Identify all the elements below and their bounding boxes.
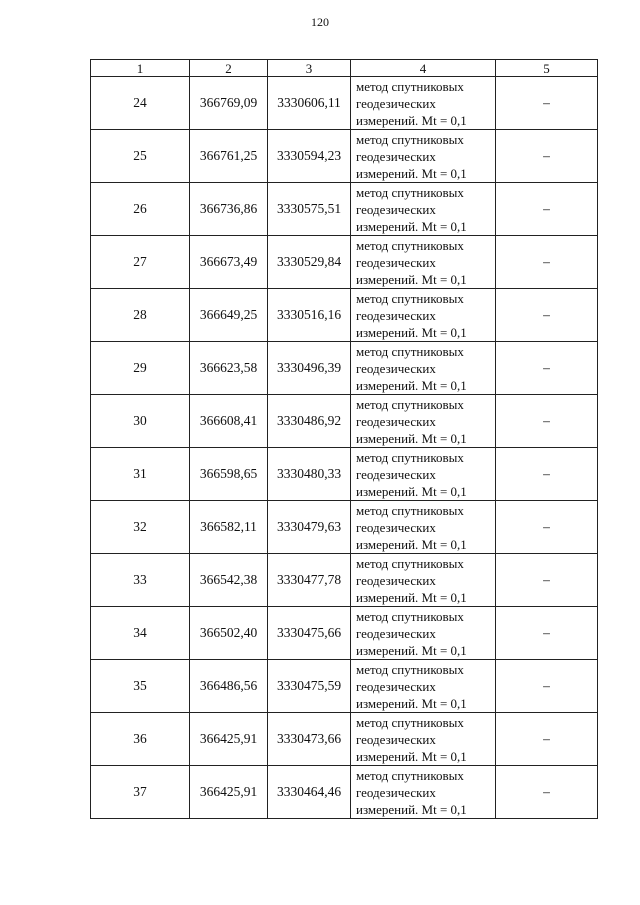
note-cell: – xyxy=(496,607,598,660)
column-header-2: 2 xyxy=(190,60,268,77)
point-number-cell: 32 xyxy=(91,501,190,554)
y-coordinate-cell: 3330516,16 xyxy=(268,289,351,342)
method-line: геодезических xyxy=(356,572,436,588)
note-cell: – xyxy=(496,713,598,766)
table-row xyxy=(91,236,598,289)
method-line: геодезических xyxy=(356,201,436,217)
point-number-cell: 29 xyxy=(91,342,190,395)
column-header-5: 5 xyxy=(496,60,598,77)
method-line: метод спутниковых xyxy=(356,608,464,624)
x-coordinate-cell: 366425,91 xyxy=(190,766,268,819)
note-cell: – xyxy=(496,77,598,130)
method-line: метод спутниковых xyxy=(356,396,464,412)
method-line: метод спутниковых xyxy=(356,661,464,677)
method-line: геодезических xyxy=(356,307,436,323)
x-coordinate-cell: 366608,41 xyxy=(190,395,268,448)
point-number-cell: 26 xyxy=(91,183,190,236)
method-cell xyxy=(351,713,496,766)
point-number-cell: 28 xyxy=(91,289,190,342)
table-row xyxy=(91,660,598,713)
x-coordinate-cell: 366761,25 xyxy=(190,130,268,183)
point-number-cell: 34 xyxy=(91,607,190,660)
method-cell xyxy=(351,183,496,236)
method-line: измерений. Mt = 0,1 xyxy=(356,324,467,340)
y-coordinate-cell: 3330475,59 xyxy=(268,660,351,713)
method-line: измерений. Mt = 0,1 xyxy=(356,589,467,605)
method-line: измерений. Mt = 0,1 xyxy=(356,271,467,287)
method-line: метод спутниковых xyxy=(356,184,464,200)
note-cell: – xyxy=(496,554,598,607)
y-coordinate-cell: 3330529,84 xyxy=(268,236,351,289)
table-row xyxy=(91,289,598,342)
point-number-cell: 36 xyxy=(91,713,190,766)
point-number-cell: 24 xyxy=(91,77,190,130)
table-row xyxy=(91,713,598,766)
point-number-cell: 31 xyxy=(91,448,190,501)
method-cell xyxy=(351,660,496,713)
method-line: геодезических xyxy=(356,519,436,535)
table-header-row xyxy=(91,60,598,77)
x-coordinate-cell: 366542,38 xyxy=(190,554,268,607)
column-header-4: 4 xyxy=(351,60,496,77)
method-line: геодезических xyxy=(356,466,436,482)
note-cell: – xyxy=(496,501,598,554)
x-coordinate-cell: 366486,56 xyxy=(190,660,268,713)
method-line: метод спутниковых xyxy=(356,343,464,359)
method-cell xyxy=(351,607,496,660)
table-row xyxy=(91,77,598,130)
method-line: геодезических xyxy=(356,95,436,111)
y-coordinate-cell: 3330486,92 xyxy=(268,395,351,448)
table-row xyxy=(91,183,598,236)
point-number-cell: 35 xyxy=(91,660,190,713)
method-line: геодезических xyxy=(356,148,436,164)
method-line: измерений. Mt = 0,1 xyxy=(356,642,467,658)
method-line: метод спутниковых xyxy=(356,502,464,518)
method-line: метод спутниковых xyxy=(356,78,464,94)
table-row xyxy=(91,395,598,448)
table-row xyxy=(91,766,598,819)
method-line: метод спутниковых xyxy=(356,714,464,730)
method-cell xyxy=(351,501,496,554)
method-line: геодезических xyxy=(356,413,436,429)
method-line: измерений. Mt = 0,1 xyxy=(356,483,467,499)
method-line: измерений. Mt = 0,1 xyxy=(356,536,467,552)
method-line: измерений. Mt = 0,1 xyxy=(356,801,467,817)
note-cell: – xyxy=(496,766,598,819)
y-coordinate-cell: 3330464,46 xyxy=(268,766,351,819)
method-cell xyxy=(351,395,496,448)
note-cell: – xyxy=(496,448,598,501)
method-cell xyxy=(351,448,496,501)
table-row xyxy=(91,448,598,501)
x-coordinate-cell: 366502,40 xyxy=(190,607,268,660)
x-coordinate-cell: 366425,91 xyxy=(190,713,268,766)
method-cell xyxy=(351,342,496,395)
x-coordinate-cell: 366736,86 xyxy=(190,183,268,236)
x-coordinate-cell: 366582,11 xyxy=(190,501,268,554)
y-coordinate-cell: 3330594,23 xyxy=(268,130,351,183)
y-coordinate-cell: 3330480,33 xyxy=(268,448,351,501)
column-header-1: 1 xyxy=(91,60,190,77)
method-line: геодезических xyxy=(356,678,436,694)
method-line: метод спутниковых xyxy=(356,237,464,253)
point-number-cell: 37 xyxy=(91,766,190,819)
x-coordinate-cell: 366649,25 xyxy=(190,289,268,342)
method-cell xyxy=(351,766,496,819)
method-line: метод спутниковых xyxy=(356,131,464,147)
x-coordinate-cell: 366623,58 xyxy=(190,342,268,395)
y-coordinate-cell: 3330473,66 xyxy=(268,713,351,766)
page-number: 120 xyxy=(311,15,329,29)
point-number-cell: 27 xyxy=(91,236,190,289)
table-row xyxy=(91,554,598,607)
method-line: геодезических xyxy=(356,360,436,376)
note-cell: – xyxy=(496,236,598,289)
method-line: измерений. Mt = 0,1 xyxy=(356,430,467,446)
table-row xyxy=(91,501,598,554)
table-row xyxy=(91,130,598,183)
y-coordinate-cell: 3330479,63 xyxy=(268,501,351,554)
note-cell: – xyxy=(496,342,598,395)
y-coordinate-cell: 3330606,11 xyxy=(268,77,351,130)
point-number-cell: 33 xyxy=(91,554,190,607)
y-coordinate-cell: 3330496,39 xyxy=(268,342,351,395)
x-coordinate-cell: 366769,09 xyxy=(190,77,268,130)
method-line: измерений. Mt = 0,1 xyxy=(356,695,467,711)
method-line: метод спутниковых xyxy=(356,290,464,306)
method-line: метод спутниковых xyxy=(356,449,464,465)
method-cell xyxy=(351,554,496,607)
y-coordinate-cell: 3330475,66 xyxy=(268,607,351,660)
note-cell: – xyxy=(496,395,598,448)
method-line: геодезических xyxy=(356,731,436,747)
method-line: метод спутниковых xyxy=(356,767,464,783)
method-line: измерений. Mt = 0,1 xyxy=(356,165,467,181)
table-row xyxy=(91,342,598,395)
x-coordinate-cell: 366598,65 xyxy=(190,448,268,501)
y-coordinate-cell: 3330477,78 xyxy=(268,554,351,607)
point-number-cell: 25 xyxy=(91,130,190,183)
note-cell: – xyxy=(496,289,598,342)
method-cell xyxy=(351,130,496,183)
method-line: измерений. Mt = 0,1 xyxy=(356,377,467,393)
method-line: измерений. Mt = 0,1 xyxy=(356,748,467,764)
method-cell xyxy=(351,77,496,130)
method-line: измерений. Mt = 0,1 xyxy=(356,218,467,234)
method-cell xyxy=(351,236,496,289)
note-cell: – xyxy=(496,130,598,183)
method-line: геодезических xyxy=(356,784,436,800)
point-number-cell: 30 xyxy=(91,395,190,448)
method-line: метод спутниковых xyxy=(356,555,464,571)
method-cell xyxy=(351,289,496,342)
column-header-3: 3 xyxy=(268,60,351,77)
note-cell: – xyxy=(496,660,598,713)
method-line: измерений. Mt = 0,1 xyxy=(356,112,467,128)
y-coordinate-cell: 3330575,51 xyxy=(268,183,351,236)
note-cell: – xyxy=(496,183,598,236)
table-row xyxy=(91,607,598,660)
method-line: геодезических xyxy=(356,254,436,270)
coordinates-table xyxy=(90,59,598,819)
x-coordinate-cell: 366673,49 xyxy=(190,236,268,289)
method-line: геодезических xyxy=(356,625,436,641)
